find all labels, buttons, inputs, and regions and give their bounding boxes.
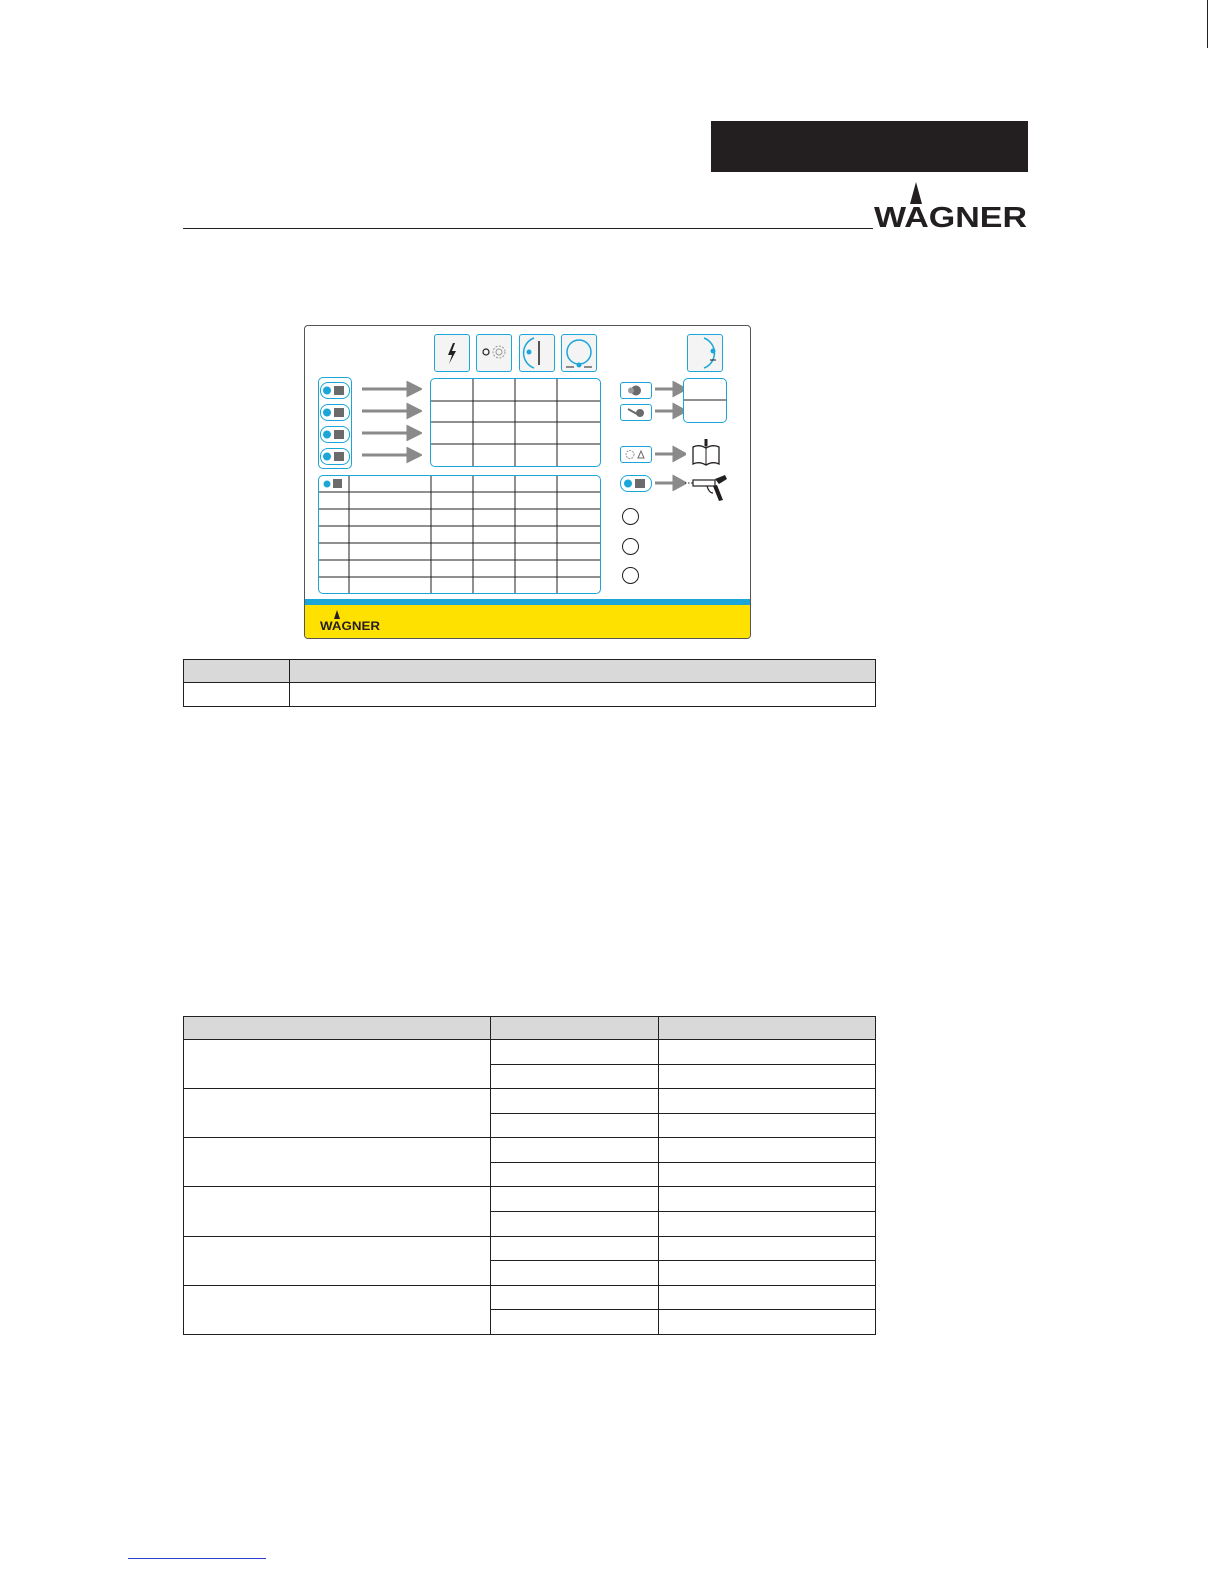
table-row — [184, 1089, 876, 1114]
svg-text:WAGNER: WAGNER — [874, 202, 1028, 230]
spec-header-cell — [659, 1017, 876, 1040]
spec-header-cell — [491, 1017, 659, 1040]
alarm-icon[interactable] — [620, 446, 652, 463]
spec-cell — [184, 1187, 491, 1236]
page-edge-line — [1207, 0, 1208, 48]
svg-text:WAGNER: WAGNER — [320, 619, 381, 632]
spray-gun-icon — [685, 471, 731, 503]
table-row — [184, 1040, 876, 1065]
spec-cell — [184, 1089, 491, 1138]
spec-cell — [491, 1162, 659, 1187]
spec-cell — [491, 1040, 659, 1065]
settings-grid-top — [430, 378, 601, 467]
spec-cell — [184, 1236, 491, 1285]
table-row — [184, 1138, 876, 1163]
indicator-circle-3 — [622, 567, 639, 584]
wagner-logo-mark — [874, 182, 1029, 230]
specification-table — [183, 1016, 876, 1335]
spec-cell — [491, 1236, 659, 1261]
spec-cell — [491, 1310, 659, 1335]
legend-header-cell — [290, 660, 876, 683]
lightning-icon — [434, 334, 470, 372]
indicator-circle-1 — [622, 508, 639, 525]
panel-footer — [305, 605, 750, 638]
mode-arrows — [360, 381, 422, 466]
spec-cell — [491, 1113, 659, 1138]
spec-cell — [491, 1064, 659, 1089]
dial-knob-icon — [561, 334, 597, 372]
header-bar — [711, 121, 1028, 172]
spec-cell — [184, 1040, 491, 1089]
spec-cell — [491, 1138, 659, 1163]
settings-grid-bottom — [318, 475, 601, 594]
spec-cell — [659, 1064, 876, 1089]
spec-cell — [659, 1138, 876, 1163]
spec-cell — [659, 1187, 876, 1212]
legend-header-cell — [184, 660, 290, 683]
spec-header-cell — [184, 1017, 491, 1040]
table-row — [184, 1187, 876, 1212]
mode-button-1-icon[interactable] — [320, 382, 350, 399]
trigger-icon[interactable] — [620, 475, 652, 492]
right-arrows — [654, 381, 686, 491]
footer-link[interactable] — [128, 1558, 266, 1559]
table-row — [184, 1236, 876, 1261]
spec-cell — [184, 1138, 491, 1187]
panel-wagner-logo — [320, 610, 382, 632]
spec-cell — [491, 1089, 659, 1114]
figure-legend-table — [183, 659, 876, 707]
spec-cell — [659, 1089, 876, 1114]
spec-cell — [491, 1285, 659, 1310]
legend-cell — [184, 683, 290, 707]
spec-cell — [659, 1212, 876, 1237]
spec-cell — [491, 1261, 659, 1286]
spec-cell — [659, 1040, 876, 1065]
header-rule — [183, 228, 873, 229]
spec-cell — [491, 1187, 659, 1212]
nozzle-icon[interactable] — [620, 382, 652, 399]
spec-cell — [659, 1113, 876, 1138]
mode-button-2-icon[interactable] — [320, 404, 350, 421]
led-indicator-icon — [476, 334, 512, 372]
adjust-dial-icon — [687, 334, 723, 372]
mode-button-3-icon[interactable] — [320, 426, 350, 443]
spec-cell — [659, 1162, 876, 1187]
legend-cell — [290, 683, 876, 707]
spec-cell — [491, 1212, 659, 1237]
spec-cell — [659, 1261, 876, 1286]
indicator-circle-2 — [622, 538, 639, 555]
table-row — [184, 683, 876, 707]
gauge-needle-icon — [519, 334, 555, 372]
spec-cell — [184, 1285, 491, 1334]
table-row — [184, 1285, 876, 1310]
manual-book-icon — [691, 439, 721, 467]
wagner-logo — [874, 182, 1029, 230]
settings-grid-right — [683, 378, 727, 423]
spec-cell — [659, 1285, 876, 1310]
cleaning-icon[interactable] — [620, 404, 652, 421]
spec-cell — [659, 1236, 876, 1261]
control-panel-figure — [304, 325, 751, 639]
spec-cell — [659, 1310, 876, 1335]
mode-button-4-icon[interactable] — [320, 448, 350, 465]
